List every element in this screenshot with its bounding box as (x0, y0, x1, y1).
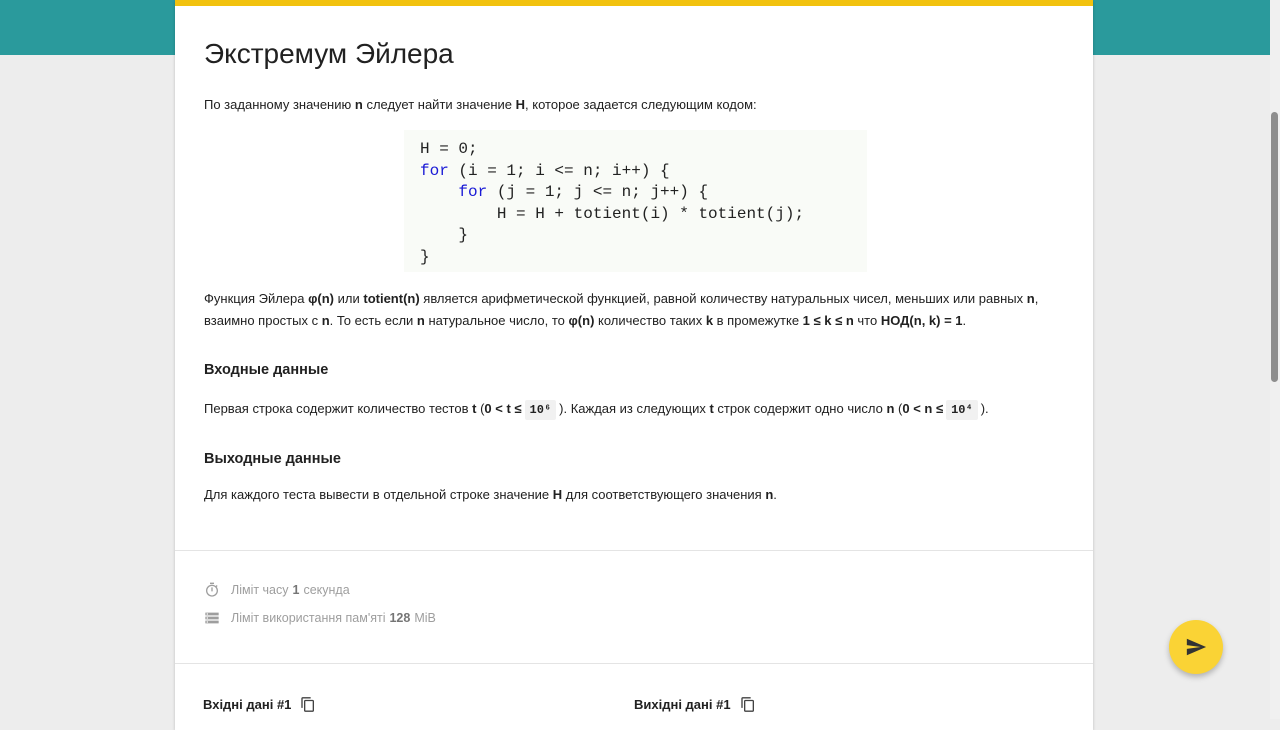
memory-icon (204, 610, 220, 626)
output-heading: Выходные данные (204, 451, 341, 467)
sample-input-label: Вхідні дані #1 (203, 696, 316, 713)
problem-intro: По заданному значению n следует найти значение H, которое задается следующим кодом: (204, 97, 757, 112)
input-heading: Входные данные (204, 362, 329, 378)
output-description: Для каждого теста вывести в отдельной строке значение H для соответствующего значения n. (204, 487, 777, 502)
time-limit: Ліміт часу 1 секунда (204, 582, 350, 598)
copy-icon[interactable] (740, 696, 756, 713)
send-icon (1185, 636, 1207, 658)
code-block: H = 0; for (i = 1; i <= n; i++) { for (j = 1; j <= n; j++) { H = H + totient(i) * totient(j); } } (404, 130, 867, 272)
euler-definition: Функция Эйлера φ(n) или totient(n) является арифметической функцией, равной количеству натуральных чисел, меньших или равных n, взаимно простых с n. То есть если n натуральное число, то φ(n) количество таких k в промежутке 1 ≤ k ≤ n что НОД(n, k) = 1. (204, 291, 1039, 328)
submit-button[interactable] (1169, 620, 1223, 674)
sample-output-label: Вихідні дані #1 (634, 696, 756, 713)
max-n-value: 10⁴ (946, 400, 978, 420)
divider (175, 550, 1093, 551)
max-t-value: 10⁶ (525, 400, 557, 420)
scrollbar-thumb[interactable] (1271, 112, 1278, 382)
divider (175, 663, 1093, 664)
page-title: Экстремум Эйлера (204, 38, 454, 69)
problem-card (175, 0, 1093, 730)
memory-limit: Ліміт використання пам'яті 128 MiB (204, 610, 436, 626)
input-description: Первая строка содержит количество тестов t (0 < t ≤ 10⁶ ). Каждая из следующих t строк содержит одно число n (0 < n ≤ 10⁴ ). (204, 398, 989, 420)
copy-icon[interactable] (300, 696, 316, 713)
timer-icon (204, 582, 220, 598)
